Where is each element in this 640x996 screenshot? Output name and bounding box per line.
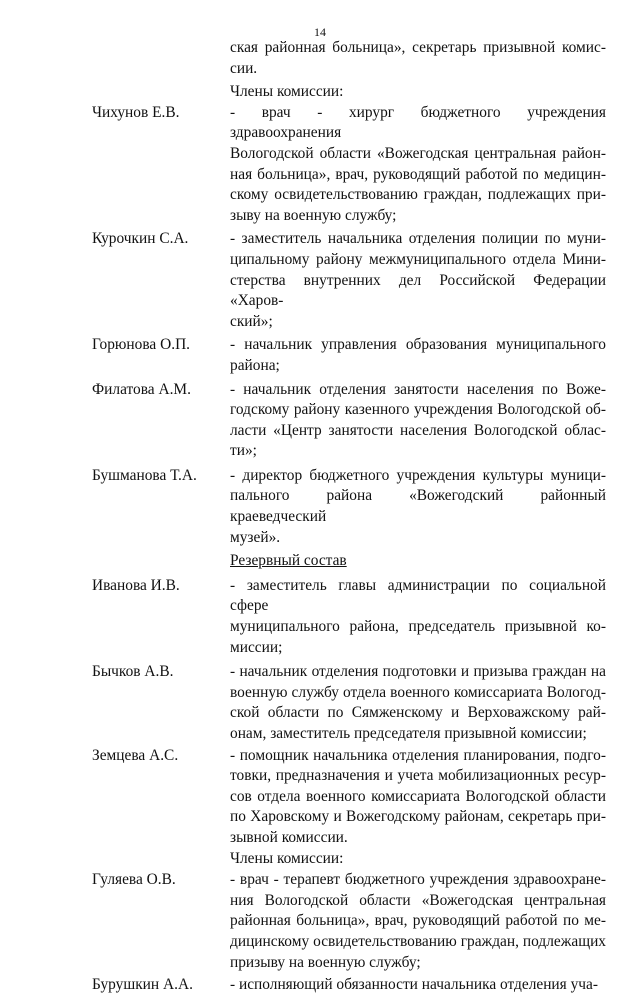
member-name: Филатова А.М.	[92, 380, 191, 398]
text-line: - начальник отделения подготовки и призыва граждан на	[230, 663, 606, 681]
text-line: - исполняющий обязанности начальника отделения уча-	[230, 976, 598, 994]
document-body	[0, 38, 640, 996]
member-entry	[0, 746, 640, 849]
member-role	[230, 975, 606, 996]
member-entry	[0, 576, 640, 658]
text-line: - заместитель главы администрации по социальной сфере	[230, 576, 606, 615]
text-line: ная больница», врач, руководящий работой по медицин-	[230, 165, 606, 183]
text-line: миссии;	[230, 638, 283, 656]
commission-members-list	[0, 103, 640, 548]
text-line: - директор бюджетного учреждения культуры муници-	[230, 466, 606, 484]
text-line: ласти «Центр занятости населения Вологодской облас-	[230, 421, 606, 439]
member-name: Бурушкин А.А.	[92, 976, 193, 994]
text-line: - врач - терапевт бюджетного учреждения здравоохране-	[230, 871, 606, 889]
member-name: Курочкин С.А.	[92, 230, 189, 248]
member-entry	[0, 870, 640, 973]
member-name: Чихунов Е.В.	[92, 103, 180, 121]
text-line: зыву на военную службу;	[230, 206, 397, 224]
member-name: Гуляева О.В.	[92, 871, 176, 889]
member-entry	[0, 103, 640, 227]
reserve-heading: Резервный состав	[230, 552, 347, 570]
text-line: ской области по Сямженскому и Верховажскому рай-	[230, 704, 606, 722]
member-role	[230, 103, 606, 227]
member-entry	[0, 662, 640, 744]
text-line: зывной комиссии.	[230, 828, 348, 846]
member-name: Иванова И.В.	[92, 576, 180, 594]
text-line: Вологодской области «Вожегодская центральная район-	[230, 144, 606, 162]
text-line: товки, предназначения и учета мобилизационных ресур-	[230, 767, 606, 785]
text-line: стерства внутренних дел Российской Федерации «Харов-	[230, 271, 606, 310]
page-number: 14	[314, 25, 326, 39]
text-line: районная больница», врач, руководящий работой по ме-	[230, 912, 606, 930]
member-entry	[0, 380, 640, 462]
text-line: муниципального района, председатель призывной ко-	[230, 618, 606, 636]
text-line: годскому району казенного учреждения Вологодской об-	[230, 401, 606, 419]
reserve-commission-members-list	[0, 870, 640, 996]
text-line: онам, заместитель председателя призывной комиссии;	[230, 725, 587, 742]
members-heading: Члены комиссии:	[230, 849, 344, 867]
text-line: по Харовскому и Вожегодскому районам, секретарь при-	[230, 808, 606, 826]
text-line: сов отдела военного комиссариата Вологодской области	[230, 787, 606, 805]
member-entry	[0, 466, 640, 548]
text-line: призыву на военную службу;	[230, 953, 421, 971]
member-role	[230, 870, 606, 973]
member-role	[230, 576, 606, 658]
text-line: пального района «Вожегодский районный краеведческий	[230, 487, 606, 526]
opening-continuation	[0, 38, 640, 79]
text-line: ская районная больница», секретарь призывной комис-	[230, 39, 606, 56]
member-name: Бушманова Т.А.	[92, 466, 197, 484]
text-line: района;	[230, 356, 280, 374]
member-name: Горюнова О.П.	[92, 336, 191, 354]
text-line: ния Вологодской области «Вожегодская центральная	[230, 891, 606, 909]
member-role	[230, 335, 606, 376]
member-entry	[0, 335, 640, 376]
member-role	[230, 662, 606, 744]
text-line: ти»;	[230, 442, 257, 460]
text-line: - врач - хирург бюджетного учреждения здравоохранения	[230, 103, 606, 142]
text-line: - начальник управления образования муниципального	[230, 336, 606, 354]
member-role	[230, 229, 606, 332]
member-name: Бычков А.В.	[92, 663, 174, 681]
text-line: сии.	[230, 59, 258, 77]
text-line: - помощник начальника отделения планирования, подго-	[230, 746, 606, 764]
member-name: Земцева А.С.	[92, 746, 179, 764]
text-line: - начальник отделения занятости населения по Воже-	[230, 380, 606, 398]
member-role	[230, 380, 606, 462]
text-line: скому освидетельствованию граждан, подлежащих при-	[230, 186, 606, 204]
member-role	[230, 466, 606, 548]
member-entry	[0, 229, 640, 332]
text-line: военную службу отдела военного комиссариата Вологод-	[230, 683, 606, 701]
text-line: ский»;	[230, 312, 273, 330]
members-heading: Члены комиссии:	[230, 83, 344, 101]
reserve-members-list	[0, 576, 640, 849]
text-line: ципальному району межмуниципального отдела Мини-	[230, 250, 606, 268]
text-line: музей».	[230, 528, 281, 546]
text-line: - заместитель начальника отделения полиции по муни-	[230, 230, 606, 248]
member-entry	[0, 975, 640, 996]
text-line: дицинскому освидетельствованию граждан, подлежащих	[230, 932, 606, 950]
member-role	[230, 746, 606, 849]
